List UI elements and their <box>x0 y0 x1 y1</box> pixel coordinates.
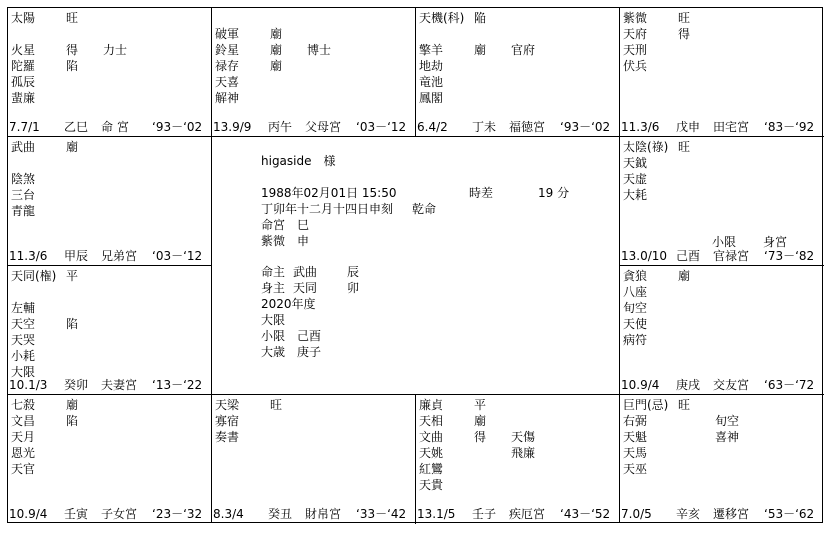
body-master-branch: 卯 <box>347 281 360 295</box>
palace-number: 7.7/1 <box>9 120 40 134</box>
gender-label: 乾命 <box>412 202 437 216</box>
palace-number: 11.3/6 <box>9 249 48 263</box>
star-name: 天機(科) <box>419 11 465 25</box>
palace-period: ‘83－‘92 <box>764 120 815 134</box>
star-name: 太陰(祿) <box>623 140 669 154</box>
year-label: 2020年度 <box>261 297 316 311</box>
star-name: 文昌 <box>11 414 36 428</box>
star-name: 恩光 <box>11 446 36 460</box>
palace-number: 11.3/6 <box>621 120 660 134</box>
star-name: 右弼 <box>623 414 648 428</box>
star-name: 天官 <box>11 462 36 476</box>
star-name: 天哭 <box>11 333 36 347</box>
palace-stem-branch: 己酉 <box>676 249 701 263</box>
palace-period: ‘43－‘52 <box>560 507 611 521</box>
star-brightness: 得 <box>66 43 79 57</box>
star-name: 伏兵 <box>623 59 648 73</box>
star-brightness: 得 <box>474 430 487 444</box>
star-name: 破軍 <box>215 27 240 41</box>
palace-footer <box>213 119 413 135</box>
palace-name: 福徳宮 <box>509 120 546 134</box>
star-name: 天使 <box>623 317 648 331</box>
star-name: 天空 <box>11 317 36 331</box>
palace-cell-9 <box>212 395 415 523</box>
star-brightness: 陥 <box>474 11 487 25</box>
palace-name: 交友宮 <box>713 378 750 392</box>
palace-cell-1 <box>212 8 415 136</box>
palace-footer <box>621 248 821 264</box>
life-master-label: 命主 <box>261 265 286 279</box>
star-name: 天虚 <box>623 172 648 186</box>
star-name: 三台 <box>11 188 36 202</box>
palace-cell-0 <box>8 8 211 136</box>
star-name: 奏書 <box>215 430 240 444</box>
palace-name: 子女宮 <box>101 507 138 521</box>
life-palace: 命宮 巳 <box>261 218 310 232</box>
star-name: 地劫 <box>419 59 444 73</box>
star-name: 擎羊 <box>419 43 444 57</box>
star-brightness: 旺 <box>66 11 79 25</box>
star-brightness: 廟 <box>474 43 487 57</box>
palace-stem-branch: 戊申 <box>676 120 701 134</box>
palace-stem-branch: 甲辰 <box>64 249 89 263</box>
palace-period: ‘63－‘72 <box>764 378 815 392</box>
star-name: 天貴 <box>419 478 444 492</box>
palace-stem-branch: 丙午 <box>268 120 293 134</box>
star-name: 陰煞 <box>11 172 36 186</box>
palace-number: 10.9/4 <box>9 507 48 521</box>
star-brightness: 平 <box>66 269 79 283</box>
palace-cell-8 <box>8 395 211 523</box>
star-name: 小耗 <box>11 349 36 363</box>
star-brightness: 廟 <box>66 140 79 154</box>
star-name: 陀羅 <box>11 59 36 73</box>
star-name: 太陽 <box>11 11 36 25</box>
time-diff-label: 時差 <box>469 186 494 200</box>
star-name: 竜池 <box>419 75 444 89</box>
star-brightness: 廟 <box>270 43 283 57</box>
life-master-branch: 辰 <box>347 265 360 279</box>
palace-number: 6.4/2 <box>417 120 448 134</box>
body-master-label: 身主 <box>261 281 286 295</box>
star-brightness: 廟 <box>678 269 691 283</box>
star-name: 天梁 <box>215 398 240 412</box>
palace-footer <box>9 119 209 135</box>
star-name: 火星 <box>11 43 36 57</box>
star-brightness: 陷 <box>66 59 79 73</box>
palace-period: ‘03－‘12 <box>152 249 203 263</box>
star-name: 天相 <box>419 414 444 428</box>
star-name: 文曲 <box>419 430 444 444</box>
palace-name: 遷移宮 <box>713 507 750 521</box>
client-name: higaside 様 <box>261 154 336 168</box>
palace-footer <box>9 377 209 393</box>
major-limit: 大限 <box>261 313 286 327</box>
palace-period: ‘03－‘12 <box>356 120 407 134</box>
star-name: 旬空 <box>623 301 648 315</box>
star-name: 大限 <box>11 365 36 379</box>
star-brightness: 得 <box>678 27 691 41</box>
star-name: 貪狼 <box>623 269 648 283</box>
star-name: 病符 <box>623 333 648 347</box>
palace-period: ‘93－‘02 <box>152 120 203 134</box>
palace-cell-2 <box>416 8 619 136</box>
palace-cell-3 <box>620 8 823 136</box>
star-name: 武曲 <box>11 140 36 154</box>
palace-cell-4 <box>8 137 211 265</box>
star-name: 天姚 <box>419 446 444 460</box>
palace-name: 命 宮 <box>101 120 129 134</box>
star-brightness: 旺 <box>270 398 283 412</box>
palace-name: 父母宮 <box>305 120 342 134</box>
palace-name: 田宅宮 <box>713 120 750 134</box>
body-master-star: 天同 <box>293 281 318 295</box>
ziwei-position: 紫微 申 <box>261 234 310 248</box>
palace-number: 13.1/5 <box>417 507 456 521</box>
time-diff-value: 19 分 <box>538 186 570 200</box>
palace-name: 夫妻宮 <box>101 378 138 392</box>
star-brightness: 旺 <box>678 140 691 154</box>
palace-footer <box>213 506 413 522</box>
palace-footer <box>621 506 821 522</box>
star-name: 天巫 <box>623 462 648 476</box>
star-brightness: 廟 <box>270 59 283 73</box>
palace-footer <box>621 377 821 393</box>
minor-star: 博士 <box>307 43 332 57</box>
palace-footer <box>417 506 617 522</box>
star-brightness: 平 <box>474 398 487 412</box>
star-name: 鈴星 <box>215 43 240 57</box>
minor-star: 旬空 <box>715 414 740 428</box>
palace-stem-branch: 癸丑 <box>268 507 293 521</box>
palace-name: 財帛宮 <box>305 507 342 521</box>
star-name: 寡宿 <box>215 414 240 428</box>
palace-cell-7 <box>620 266 823 394</box>
star-name: 紅鸞 <box>419 462 444 476</box>
minor-star: 力士 <box>103 43 128 57</box>
lunar-date: 丁卯年十二月十四日申刻 <box>261 202 394 216</box>
star-brightness: 廟 <box>66 398 79 412</box>
palace-period: ‘33－‘42 <box>356 507 407 521</box>
minor-star: 喜神 <box>715 430 740 444</box>
star-name: 紫微 <box>623 11 648 25</box>
star-name: 大耗 <box>623 188 648 202</box>
minor-star: 官府 <box>511 43 536 57</box>
palace-period: ‘53－‘62 <box>764 507 815 521</box>
palace-stem-branch: 丁未 <box>472 120 497 134</box>
palace-period: ‘73－‘82 <box>764 249 815 263</box>
palace-footer <box>621 119 821 135</box>
star-name: 解神 <box>215 91 240 105</box>
star-name: 青龍 <box>11 204 36 218</box>
palace-number: 7.0/5 <box>621 507 652 521</box>
shen-gong-label: 身宮 <box>763 235 788 249</box>
palace-stem-branch: 庚戌 <box>676 378 701 392</box>
birth-datetime: 1988年02月01日 15:50 <box>261 186 397 200</box>
palace-stem-branch: 壬寅 <box>64 507 89 521</box>
minor-star: 飛廉 <box>511 446 536 460</box>
palace-number: 10.9/4 <box>621 378 660 392</box>
palace-footer <box>417 119 617 135</box>
star-brightness: 廟 <box>474 414 487 428</box>
star-name: 天刑 <box>623 43 648 57</box>
star-name: 天月 <box>11 430 36 444</box>
star-name: 禄存 <box>215 59 240 73</box>
palace-cell-10 <box>416 395 619 523</box>
star-brightness: 廟 <box>270 27 283 41</box>
star-name: 鳳閣 <box>419 91 444 105</box>
star-name: 天馬 <box>623 446 648 460</box>
star-name: 八座 <box>623 285 648 299</box>
palace-period: ‘93－‘02 <box>560 120 611 134</box>
star-name: 巨門(忌) <box>623 398 669 412</box>
palace-cell-6 <box>8 266 211 394</box>
star-name: 蜚廉 <box>11 91 36 105</box>
palace-footer <box>9 248 209 264</box>
star-name: 天魁 <box>623 430 648 444</box>
star-name: 天喜 <box>215 75 240 89</box>
palace-stem-branch: 乙巳 <box>64 120 89 134</box>
palace-number: 13.9/9 <box>213 120 252 134</box>
minor-star: 天傷 <box>511 430 536 444</box>
chart-board <box>7 7 823 523</box>
star-name: 天府 <box>623 27 648 41</box>
palace-period: ‘13－‘22 <box>152 378 203 392</box>
star-name: 天鉞 <box>623 156 648 170</box>
palace-name: 官禄宮 <box>713 249 750 263</box>
star-name: 孤辰 <box>11 75 36 89</box>
minor-limit: 小限 己酉 <box>261 329 322 343</box>
palace-footer <box>9 506 209 522</box>
palace-stem-branch: 辛亥 <box>676 507 701 521</box>
star-brightness: 旺 <box>678 398 691 412</box>
annual-year: 大歳 庚子 <box>261 345 322 359</box>
palace-stem-branch: 壬子 <box>472 507 497 521</box>
palace-cell-11 <box>620 395 823 523</box>
life-master-star: 武曲 <box>293 265 318 279</box>
xiao-xian-label: 小限 <box>712 235 737 249</box>
palace-number: 13.0/10 <box>621 249 668 263</box>
star-name: 天同(権) <box>11 269 57 283</box>
star-brightness: 陷 <box>66 414 79 428</box>
palace-stem-branch: 癸卯 <box>64 378 89 392</box>
palace-name: 疾厄宮 <box>509 507 546 521</box>
star-name: 廉貞 <box>419 398 444 412</box>
star-brightness: 陷 <box>66 317 79 331</box>
palace-number: 8.3/4 <box>213 507 244 521</box>
star-brightness: 旺 <box>678 11 691 25</box>
palace-period: ‘23－‘32 <box>152 507 203 521</box>
palace-name: 兄弟宮 <box>101 249 138 263</box>
star-name: 七殺 <box>11 398 36 412</box>
palace-number: 10.1/3 <box>9 378 48 392</box>
star-name: 左輔 <box>11 301 36 315</box>
